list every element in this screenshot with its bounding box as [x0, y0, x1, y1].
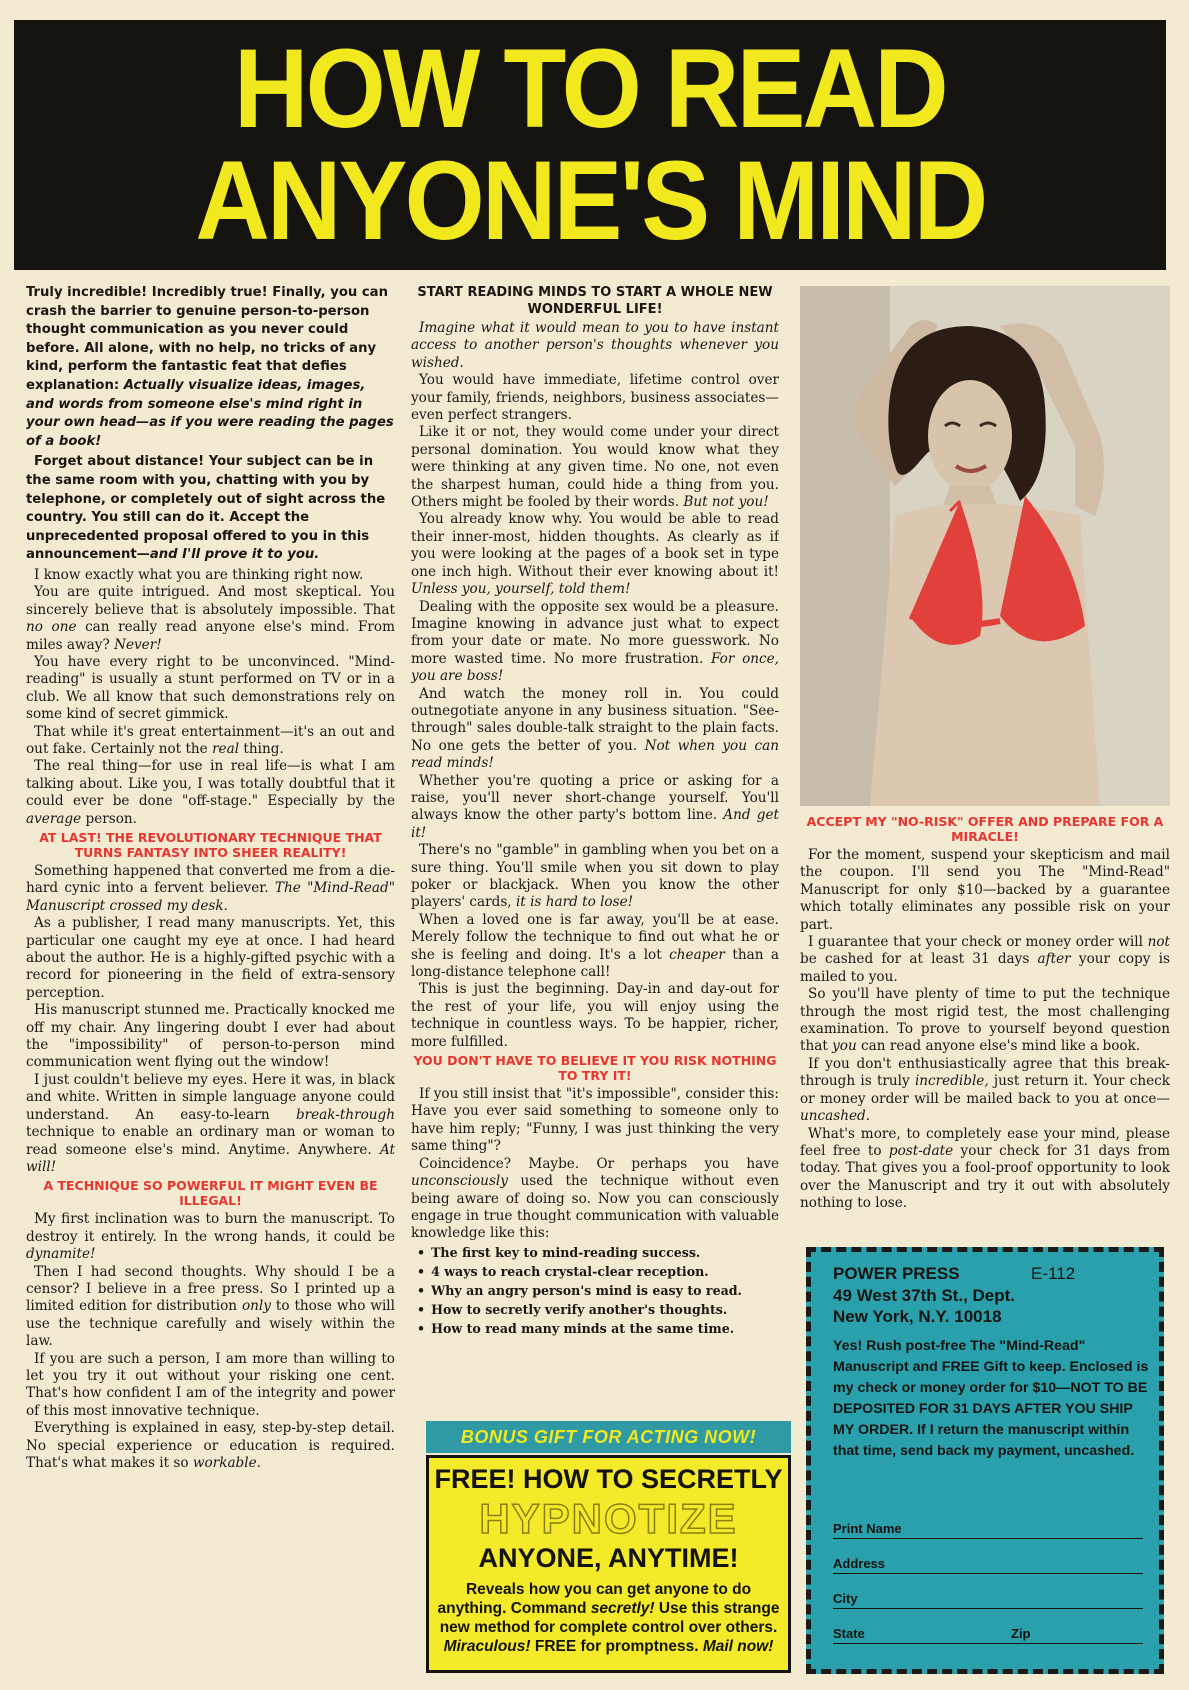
body-paragraph: Everything is explained in easy, step-by-step detail. No special experience or education is required. That's what makes it so workable. — [26, 1420, 395, 1471]
body-paragraph: His manuscript stunned me. Practically knocked me off my chair. Any lingering doubt I ever had about the "impossibility" of person-to-person mind communication went flying out the window! — [26, 1002, 395, 1071]
bonus-gift-box — [426, 1455, 791, 1673]
body-paragraph: For the moment, suspend your skepticism and mail the coupon. I'll send you The "Mind-Read" Manuscript for only $10—backed by a guarantee which totally eliminates any possible risk on your part. — [800, 847, 1170, 933]
body-paragraph: You are quite intrigued. And most skeptical. You sincerely believe that is absolutely impossible. That no one can really read anyone else's mind. From miles away? Never! — [26, 584, 395, 653]
body-paragraph: So you'll have plenty of time to put the technique through the most rigid test, the most challenging examination. To prove to yourself beyond question that you can read anyone else's mind like a book. — [800, 986, 1170, 1055]
model-photo — [800, 286, 1170, 806]
body-paragraph: Something happened that converted me from a die-hard cynic into a fervent believer. The "Mind-Read" Manuscript crossed my desk. — [26, 863, 395, 914]
coupon-address-line-2: New York, N.Y. 10018 — [833, 1307, 1002, 1326]
list-item: • The first key to mind-reading success. — [417, 1243, 779, 1262]
body-paragraph: If you still insist that "it's impossible", consider this: Have you ever said something to someone only to have him reply; "Funny, I was just thinking the very same thing"? — [411, 1086, 779, 1155]
column-middle — [411, 284, 779, 1416]
bonus-line-3: ANYONE, ANYTIME! — [478, 1543, 739, 1573]
body-paragraph: As a publisher, I read many manuscripts. Yet, this particular one caught my eye at once. I had heard about the author. He is a highly-gifted psychic with a record for pioneering in the field of extra-sensory perception. — [26, 915, 395, 1001]
body-paragraph: I just couldn't believe my eyes. Here it was, in black and white. Written in simple language anyone could understand. An easy-to-learn break-through technique to enable an ordinary man or woman to read someone else's mind. Anytime. Anywhere. At will! — [26, 1071, 395, 1175]
bonus-description: Reveals how you can get anyone to do anything. Command secretly! Use this strange new method for complete control over others. Miraculous! FREE for promptness. Mail now! — [437, 1581, 780, 1655]
body-paragraph: You would have immediate, lifetime control over your family, friends, neighbors, business associates—even perfect strangers. — [411, 372, 779, 424]
body-paragraph: Dealing with the opposite sex would be a pleasure. Imagine knowing in advance just what to expect from your date or mate. No more guesswork. No more wasted time. No more frustration. For once, you are boss! — [411, 598, 779, 685]
order-coupon[interactable] — [806, 1247, 1164, 1674]
subheading: YOU DON'T HAVE TO BELIEVE IT YOU RISK NOTHING TO TRY IT! — [413, 1053, 777, 1084]
coupon-code: E-112 — [1031, 1264, 1076, 1283]
bonus-banner: BONUS GIFT FOR ACTING NOW! — [426, 1421, 791, 1453]
section-heading: START READING MINDS TO START A WHOLE NEW WONDERFUL LIFE! — [417, 285, 773, 317]
model-photo-illustration — [800, 286, 1170, 806]
headline-banner — [14, 20, 1166, 270]
benefit-list — [417, 1243, 779, 1338]
intro-paragraph-2: Forget about distance! Your subject can be in the same room with you, chatting with you by telephone, or completely out of sight across the country. You still can do it. Accept the unprecedented proposal offered to you in this announcement—and I'll prove it to you. — [26, 454, 386, 563]
body-paragraph: There's no "gamble" in gambling when you bet on a sure thing. You'll smile when you sit down to play poker or blackjack. When you know the other players' cards, it is hard to lose! — [411, 842, 779, 911]
bonus-line-2: HYPNOTIZE — [479, 1495, 738, 1542]
body-paragraph: That while it's great entertainment—it's an out and out fake. Certainly not the real thing. — [26, 723, 395, 757]
body-paragraph: I guarantee that your check or money order will not be cashed for at least 31 days after your copy is mailed to you. — [800, 934, 1170, 985]
body-paragraph: Then I had second thoughts. Why should I be a censor? I believe in a free press. So I printed up a limited edition for distribution only to those who will use the technique carefully and wisely within the law. — [26, 1263, 395, 1350]
body-paragraph: This is just the beginning. Day-in and day-out for the rest of your life, you will enjoy using the technique in countless ways. To be happier, richer, more fulfilled. — [411, 981, 779, 1050]
column-right — [800, 812, 1170, 1242]
body-paragraph: When a loved one is far away, you'll be at ease. Merely follow the technique to find out what he or she is feeling and doing. It's a lot cheaper than a long-distance telephone call! — [411, 911, 779, 981]
subheading: ACCEPT MY "NO-RISK" OFFER AND PREPARE FOR A MIRACLE! — [806, 814, 1164, 844]
state-field[interactable]: State — [833, 1625, 1143, 1644]
headline-line-2: ANYONE'S MIND — [194, 138, 986, 263]
list-item: • How to read many minds at the same time. — [417, 1319, 779, 1338]
list-item: • Why an angry person's mind is easy to read. — [417, 1281, 779, 1300]
body-paragraph: If you are such a person, I am more than willing to let you try it out without your risking one cent. That's how confident I am of the integrity and power of this most innovative technique. — [26, 1350, 395, 1419]
list-item: • How to secretly verify another's thoughts. — [417, 1300, 779, 1319]
lead-paragraph: Imagine what it would mean to you to have instant access to another person's thoughts whenever you wished. — [411, 320, 779, 371]
address-field[interactable]: Address — [833, 1555, 1143, 1574]
subheading: A TECHNIQUE SO POWERFUL IT MIGHT EVEN BE ILLEGAL! — [43, 1178, 378, 1209]
name-field[interactable]: Print Name — [833, 1520, 1143, 1539]
body-paragraph: And watch the money roll in. You could outnegotiate anyone in any business situation. "See-through" sales double-talk straight to the plain facts. No one gets the better of you. Not when you can read minds! — [411, 685, 779, 772]
body-paragraph: Coincidence? Maybe. Or perhaps you have unconsciously used the technique without even being aware of doing so. Now you can consciously engage in true thought communication with valuable knowledge like this: — [411, 1155, 779, 1242]
headline-line-1: HOW TO READ — [234, 26, 946, 151]
column-left — [26, 284, 395, 1684]
subheading: AT LAST! THE REVOLUTIONARY TECHNIQUE THAT TURNS FANTASY INTO SHEER REALITY! — [39, 830, 382, 860]
list-item: • 4 ways to reach crystal-clear reception. — [417, 1262, 779, 1281]
coupon-address-line-1: 49 West 37th St., Dept. — [833, 1286, 1016, 1305]
body-paragraph: Like it or not, they would come under your direct personal domination. You would know what they were thinking at any given time. No one, not even the sharpest human, could hide a thing from you. Others might be fooled by their words. But not you! — [411, 424, 779, 511]
coupon-company: POWER PRESS — [833, 1264, 960, 1283]
coupon-offer-text: Yes! Rush post-free The "Mind-Read" Manuscript and FREE Gift to keep. Enclosed is my check or money order for $10—NOT TO BE DEPOSITED FOR 31 DAYS AFTER YOU SHIP MY ORDER. If I return the manuscript within that time, send back my payment, uncashed. — [833, 1338, 1149, 1459]
body-paragraph: You have every right to be unconvinced. "Mind-reading" is usually a stunt performed on TV or in a club. We all know that such demonstrations rely on some kind of secret gimmick. — [26, 653, 395, 723]
body-paragraph: You already know why. You would be able to read their inner-most, hidden thoughts. As clearly as if you were looking at the pages of a book set in type one inch high. Without their ever knowing about it! Unless you, yourself, told them! — [411, 511, 779, 598]
city-field[interactable]: City — [833, 1590, 1143, 1609]
body-paragraph: I know exactly what you are thinking right now. — [34, 566, 364, 583]
bonus-line-1: FREE! HOW TO SECRETLY — [434, 1464, 783, 1494]
intro-paragraph-1: Truly incredible! Incredibly true! Finally, you can crash the barrier to genuine person-to-person thought communication as you never could before. All alone, with no help, no tricks of any kind, perform the fantastic feat that defies explanation: Actually visualize ideas, images, and words from someone else's mind right in your own head—as if you were reading the pages of a book! — [26, 285, 394, 449]
body-paragraph: My first inclination was to burn the manuscript. To destroy it entirely. In the wrong hands, it could be dynamite! — [26, 1211, 395, 1263]
body-paragraph: Whether you're quoting a price or asking for a raise, you'll never short-change yourself. You'll always know the other party's bottom line. And get it! — [411, 772, 779, 841]
zip-field[interactable]: Zip — [1011, 1626, 1031, 1641]
body-paragraph: What's more, to completely ease your mind, please feel free to post-date your check for 31 days from today. That gives you a fool-proof opportunity to look over the Manuscript and try it out with absolutely nothing to lose. — [800, 1125, 1170, 1212]
body-paragraph: The real thing—for use in real life—is what I am talking about. Like you, I was totally doubtful that it could ever be done "off-stage." Especially by the average person. — [26, 758, 395, 827]
body-paragraph: If you don't enthusiastically agree that this break-through is truly incredible, just return it. Your check or money order will be mailed back to you at once—uncashed. — [800, 1055, 1170, 1125]
